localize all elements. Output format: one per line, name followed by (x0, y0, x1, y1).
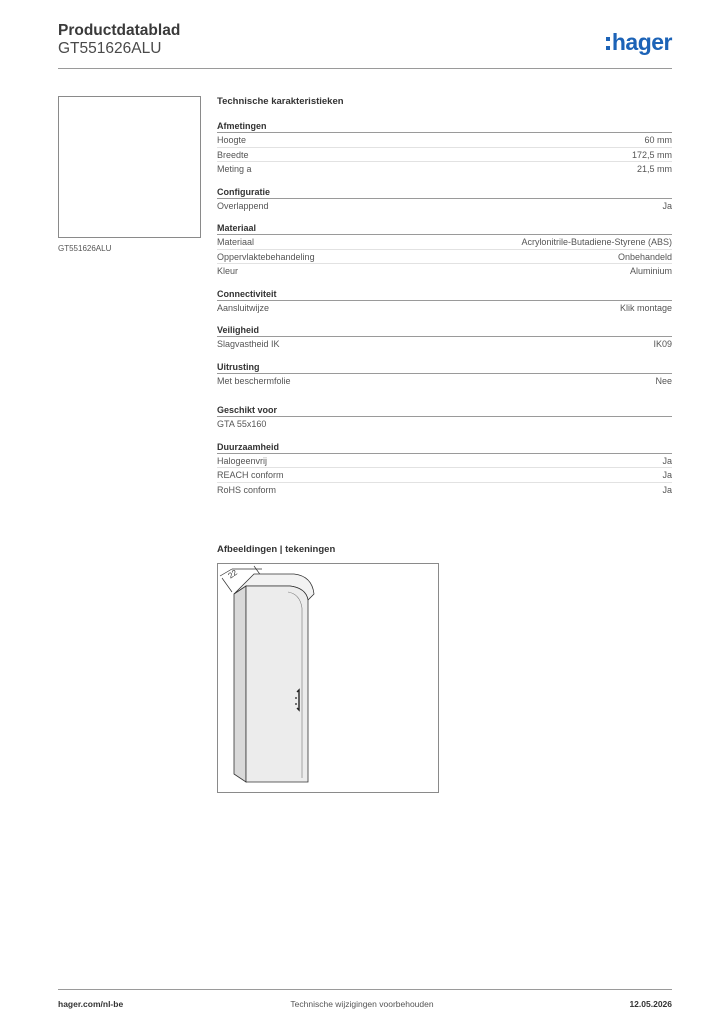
dimension-label: 22 (226, 567, 239, 581)
spec-section (217, 222, 672, 279)
spec-section-title: Veiligheid (217, 324, 672, 337)
spec-label: Halogeenvrij (217, 455, 268, 466)
spec-section-title: Uitrusting (217, 361, 672, 374)
spec-value: Klik montage (619, 302, 672, 313)
spec-label: Aansluitwijze (217, 302, 270, 313)
spec-row (217, 199, 672, 214)
spec-value: IK09 (653, 339, 672, 349)
spec-value: Onbehandeld (617, 251, 672, 262)
hager-logo[interactable] (606, 30, 672, 54)
product-code: GT551626ALU (58, 40, 162, 57)
spec-row (217, 374, 672, 389)
spec-value: Acrylonitrile-Butadiene-Styrene (ABS) (521, 237, 672, 247)
spec-label: RoHS conform (217, 484, 277, 495)
spec-row (217, 235, 672, 250)
footer-website-link[interactable]: hager.com/nl-be (58, 999, 124, 1009)
spec-section (217, 186, 672, 214)
spec-label: Overlappend (217, 200, 269, 211)
page-header (58, 22, 672, 70)
spec-row (217, 454, 672, 469)
end-cap-drawing (218, 564, 440, 794)
logo-mark-icon (606, 37, 610, 50)
spec-row (217, 264, 672, 279)
spec-label: GTA 55x160 (217, 419, 267, 429)
specs-heading: Technische karakteristieken (217, 96, 344, 107)
spec-section-title: Duurzaamheid (217, 441, 672, 454)
footer-disclaimer: Technische wijzigingen voorbehouden (290, 999, 434, 1009)
spec-row (217, 417, 672, 432)
product-thumbnail (58, 96, 201, 238)
spec-section (217, 361, 672, 389)
spec-section-title: Connectiviteit (217, 288, 672, 301)
spec-value: Aluminium (629, 266, 672, 276)
spec-section-title: Configuratie (217, 186, 672, 199)
endcap-side-face (234, 586, 246, 782)
spec-label: Oppervlaktebehandeling (217, 251, 315, 262)
spec-label: Hoogte (217, 135, 247, 145)
spec-section (217, 120, 672, 177)
spec-label: REACH conform (217, 470, 284, 480)
spec-label: Breedte (217, 149, 249, 160)
spec-row (217, 133, 672, 148)
specs-panel (217, 96, 672, 506)
spec-section-title: Materiaal (217, 222, 672, 235)
spec-value: Ja (662, 455, 672, 466)
spec-label: Kleur (217, 266, 239, 276)
spec-value: Ja (662, 484, 672, 495)
footer-divider (58, 989, 672, 990)
spec-section (217, 441, 672, 498)
spec-value: Ja (662, 470, 672, 480)
spec-value: 172,5 mm (631, 149, 672, 160)
spec-value: 60 mm (644, 135, 672, 145)
footer-date: 12.05.2026 (629, 999, 672, 1009)
spec-label: Met beschermfolie (217, 375, 291, 386)
spec-value: Ja (662, 200, 672, 211)
logo-text: hager (611, 28, 672, 55)
spec-section-title: Afmetingen (217, 120, 672, 133)
thumbnail-caption: GT551626ALU (58, 244, 112, 253)
spec-row (217, 148, 672, 163)
spec-row (217, 468, 672, 483)
images-heading: Afbeeldingen | tekeningen (217, 544, 336, 555)
spec-section (217, 404, 672, 432)
spec-section (217, 324, 672, 352)
spec-label: Materiaal (217, 237, 255, 247)
spec-value: 21,5 mm (636, 164, 672, 174)
spec-value: Nee (655, 375, 672, 386)
header-divider (58, 68, 672, 69)
spec-section (217, 288, 672, 316)
spec-row (217, 250, 672, 265)
document-title: Productdatablad (58, 22, 181, 39)
spec-row (217, 337, 672, 352)
spec-section-title: Geschikt voor (217, 404, 672, 417)
spec-label: Slagvastheid IK (217, 339, 280, 349)
spec-row (217, 483, 672, 498)
endcap-front-face (246, 586, 308, 782)
spec-row (217, 162, 672, 177)
spec-row (217, 301, 672, 316)
technical-drawing (217, 563, 439, 793)
spec-label: Meting a (217, 164, 252, 174)
